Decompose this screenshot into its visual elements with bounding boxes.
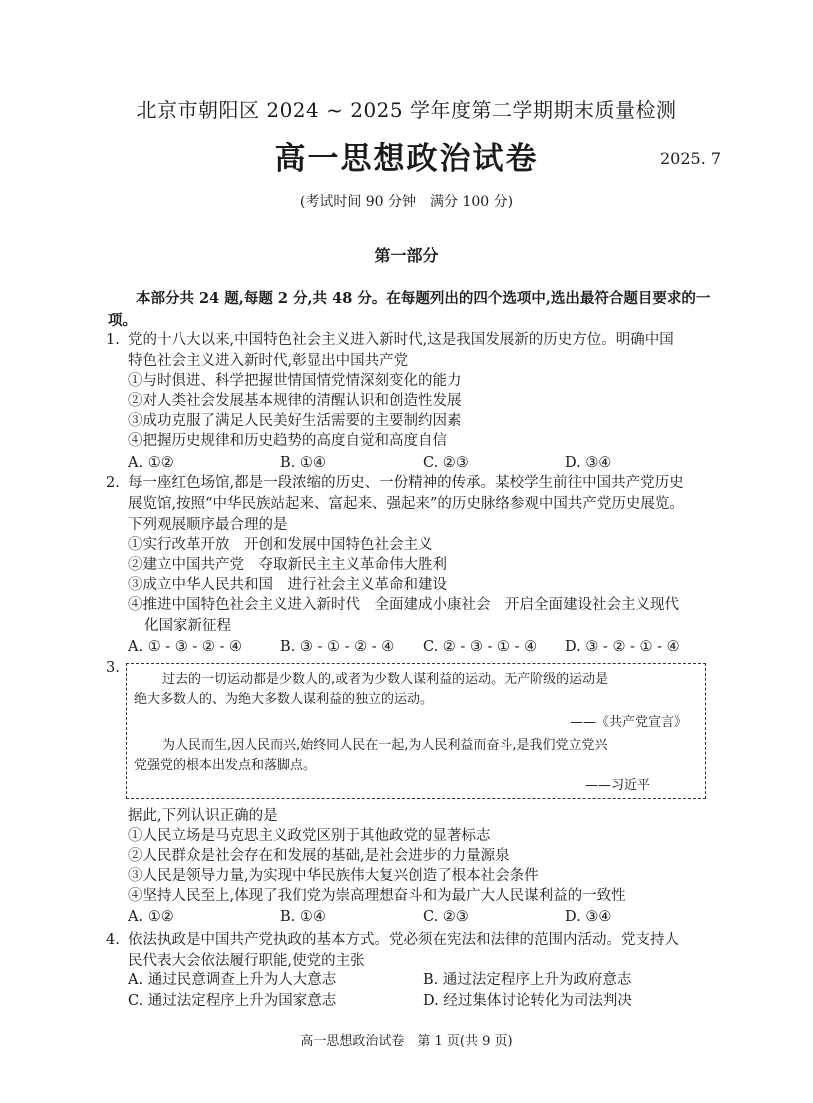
q3-statement: ④坚持人民至上,体现了我们党为崇高理想奋斗和为最广大人民谋利益的一致性: [128, 888, 626, 904]
page-footer: 高一思想政治试卷 第 1 页(共 9 页): [300, 1034, 513, 1049]
q1-statement: ②对人类社会发展基本规律的清醒认识和创造性发展: [128, 393, 462, 409]
q3-option-d: D. ③④: [565, 909, 612, 925]
q3-statement: ①人民立场是马克思主义政党区别于其他政党的显著标志: [128, 828, 491, 844]
q4-option-c: C. 通过法定程序上升为国家意志: [128, 993, 337, 1009]
q1-option-b: B. ①④: [280, 455, 326, 471]
q4-option-a: A. 通过民意调查上升为人大意志: [128, 972, 337, 988]
q1-stem-line: 特色社会主义进入新时代,彰显出中国共产党: [128, 353, 409, 369]
q1-statement: ③成功克服了满足人民美好生活需要的主要制约因素: [128, 413, 462, 429]
q2-stem-line: 下列观展顺序最合理的是: [128, 517, 288, 533]
q2-option-a: A. ① - ③ - ② - ④: [128, 639, 243, 655]
q1-option-d: D. ③④: [565, 455, 612, 471]
q2-statement: ②建立中国共产党 夺取新民主主义革命伟大胜利: [128, 557, 447, 573]
q4-option-b: B. 通过法定程序上升为政府意志: [423, 972, 632, 988]
q2-option-c: C. ② - ③ - ① - ④: [423, 639, 538, 655]
q2-statement: ③成立中华人民共和国 进行社会主义革命和建设: [128, 577, 447, 593]
q4-stem-line: 民代表大会依法履行职能,使党的主张: [128, 953, 365, 969]
q4-option-d: D. 经过集体讨论转化为司法判决: [423, 993, 632, 1009]
q2-stem-line: 展览馆,按照“中华民族站起来、富起来、强起来”的历史脉络参观中国共产党历史展览。: [128, 496, 684, 512]
q3-quote1-source: ——《共产党宣言》: [570, 715, 688, 730]
q3-option-a: A. ①②: [128, 909, 174, 925]
q3-statement: ③人民是领导力量,为实现中华民族伟大复兴创造了根本社会条件: [128, 868, 539, 884]
q1-number: 1.: [106, 332, 120, 348]
q3-quote1-line: 绝大多数人的、为绝大多数人谋利益的独立的运动。: [134, 692, 434, 707]
q3-quote2-line: 为人民而生,因人民而兴,始终同人民在一起,为人民利益而奋斗,是我们党立党兴: [162, 738, 608, 753]
q3-quote2-line: 党强党的根本出发点和落脚点。: [134, 758, 317, 773]
time-note: (考试时间 90 分钟 满分 100 分): [299, 194, 514, 210]
q2-statement-cont: 化国家新征程: [144, 618, 231, 634]
q2-statement: ①实行改革开放 开创和发展中国特色社会主义: [128, 537, 433, 553]
q2-option-d: D. ③ - ② - ① - ④: [565, 639, 680, 655]
q3-option-b: B. ①④: [280, 909, 326, 925]
section-title: 第一部分: [374, 246, 439, 265]
q1-statement: ④把握历史规律和历史趋势的高度自觉和高度自信: [128, 433, 447, 449]
q3-number: 3.: [106, 660, 120, 676]
q3-option-c: C. ②③: [423, 909, 469, 925]
q3-stem: 据此,下列认识正确的是: [128, 808, 278, 824]
q1-stem-line: 党的十八大以来,中国特色社会主义进入新时代,这是我国发展新的历史方位。明确中国: [128, 332, 674, 348]
q3-statement: ②人民群众是社会存在和发展的基础,是社会进步的力量源泉: [128, 848, 510, 864]
q2-statement: ④推进中国特色社会主义进入新时代 全面建成小康社会 开启全面建设社会主义现代: [128, 597, 679, 613]
q2-number: 2.: [106, 475, 120, 491]
q3-quote2-source: ——习近平: [585, 778, 651, 793]
paper-title: 高一思想政治试卷: [274, 141, 539, 177]
q2-option-b: B. ③ - ① - ② - ④: [280, 639, 395, 655]
q4-number: 4.: [106, 932, 120, 948]
q1-statement: ①与时俱进、科学把握世情国情党情深刻变化的能力: [128, 373, 462, 389]
exam-date: 2025. 7: [660, 149, 722, 168]
section-instruction: 本部分共 24 题,每题 2 分,共 48 分。在每题列出的四个选项中,选出最符合题目要求的一项。: [108, 290, 711, 329]
q1-option-a: A. ①②: [128, 455, 174, 471]
q4-stem-line: 依法执政是中国共产党执政的基本方式。党必须在宪法和法律的范围内活动。党支持人: [128, 932, 679, 948]
q1-option-c: C. ②③: [423, 455, 469, 471]
exam-title: 北京市朝阳区 2024 ~ 2025 学年度第二学期期末质量检测: [136, 98, 677, 122]
q2-stem-line: 每一座红色场馆,都是一段浓缩的历史、一份精神的传承。某校学生前往中国共产党历史: [128, 475, 684, 491]
q3-quote1-line: 过去的一切运动都是少数人的,或者为少数人谋利益的运动。无产阶级的运动是: [162, 672, 609, 687]
